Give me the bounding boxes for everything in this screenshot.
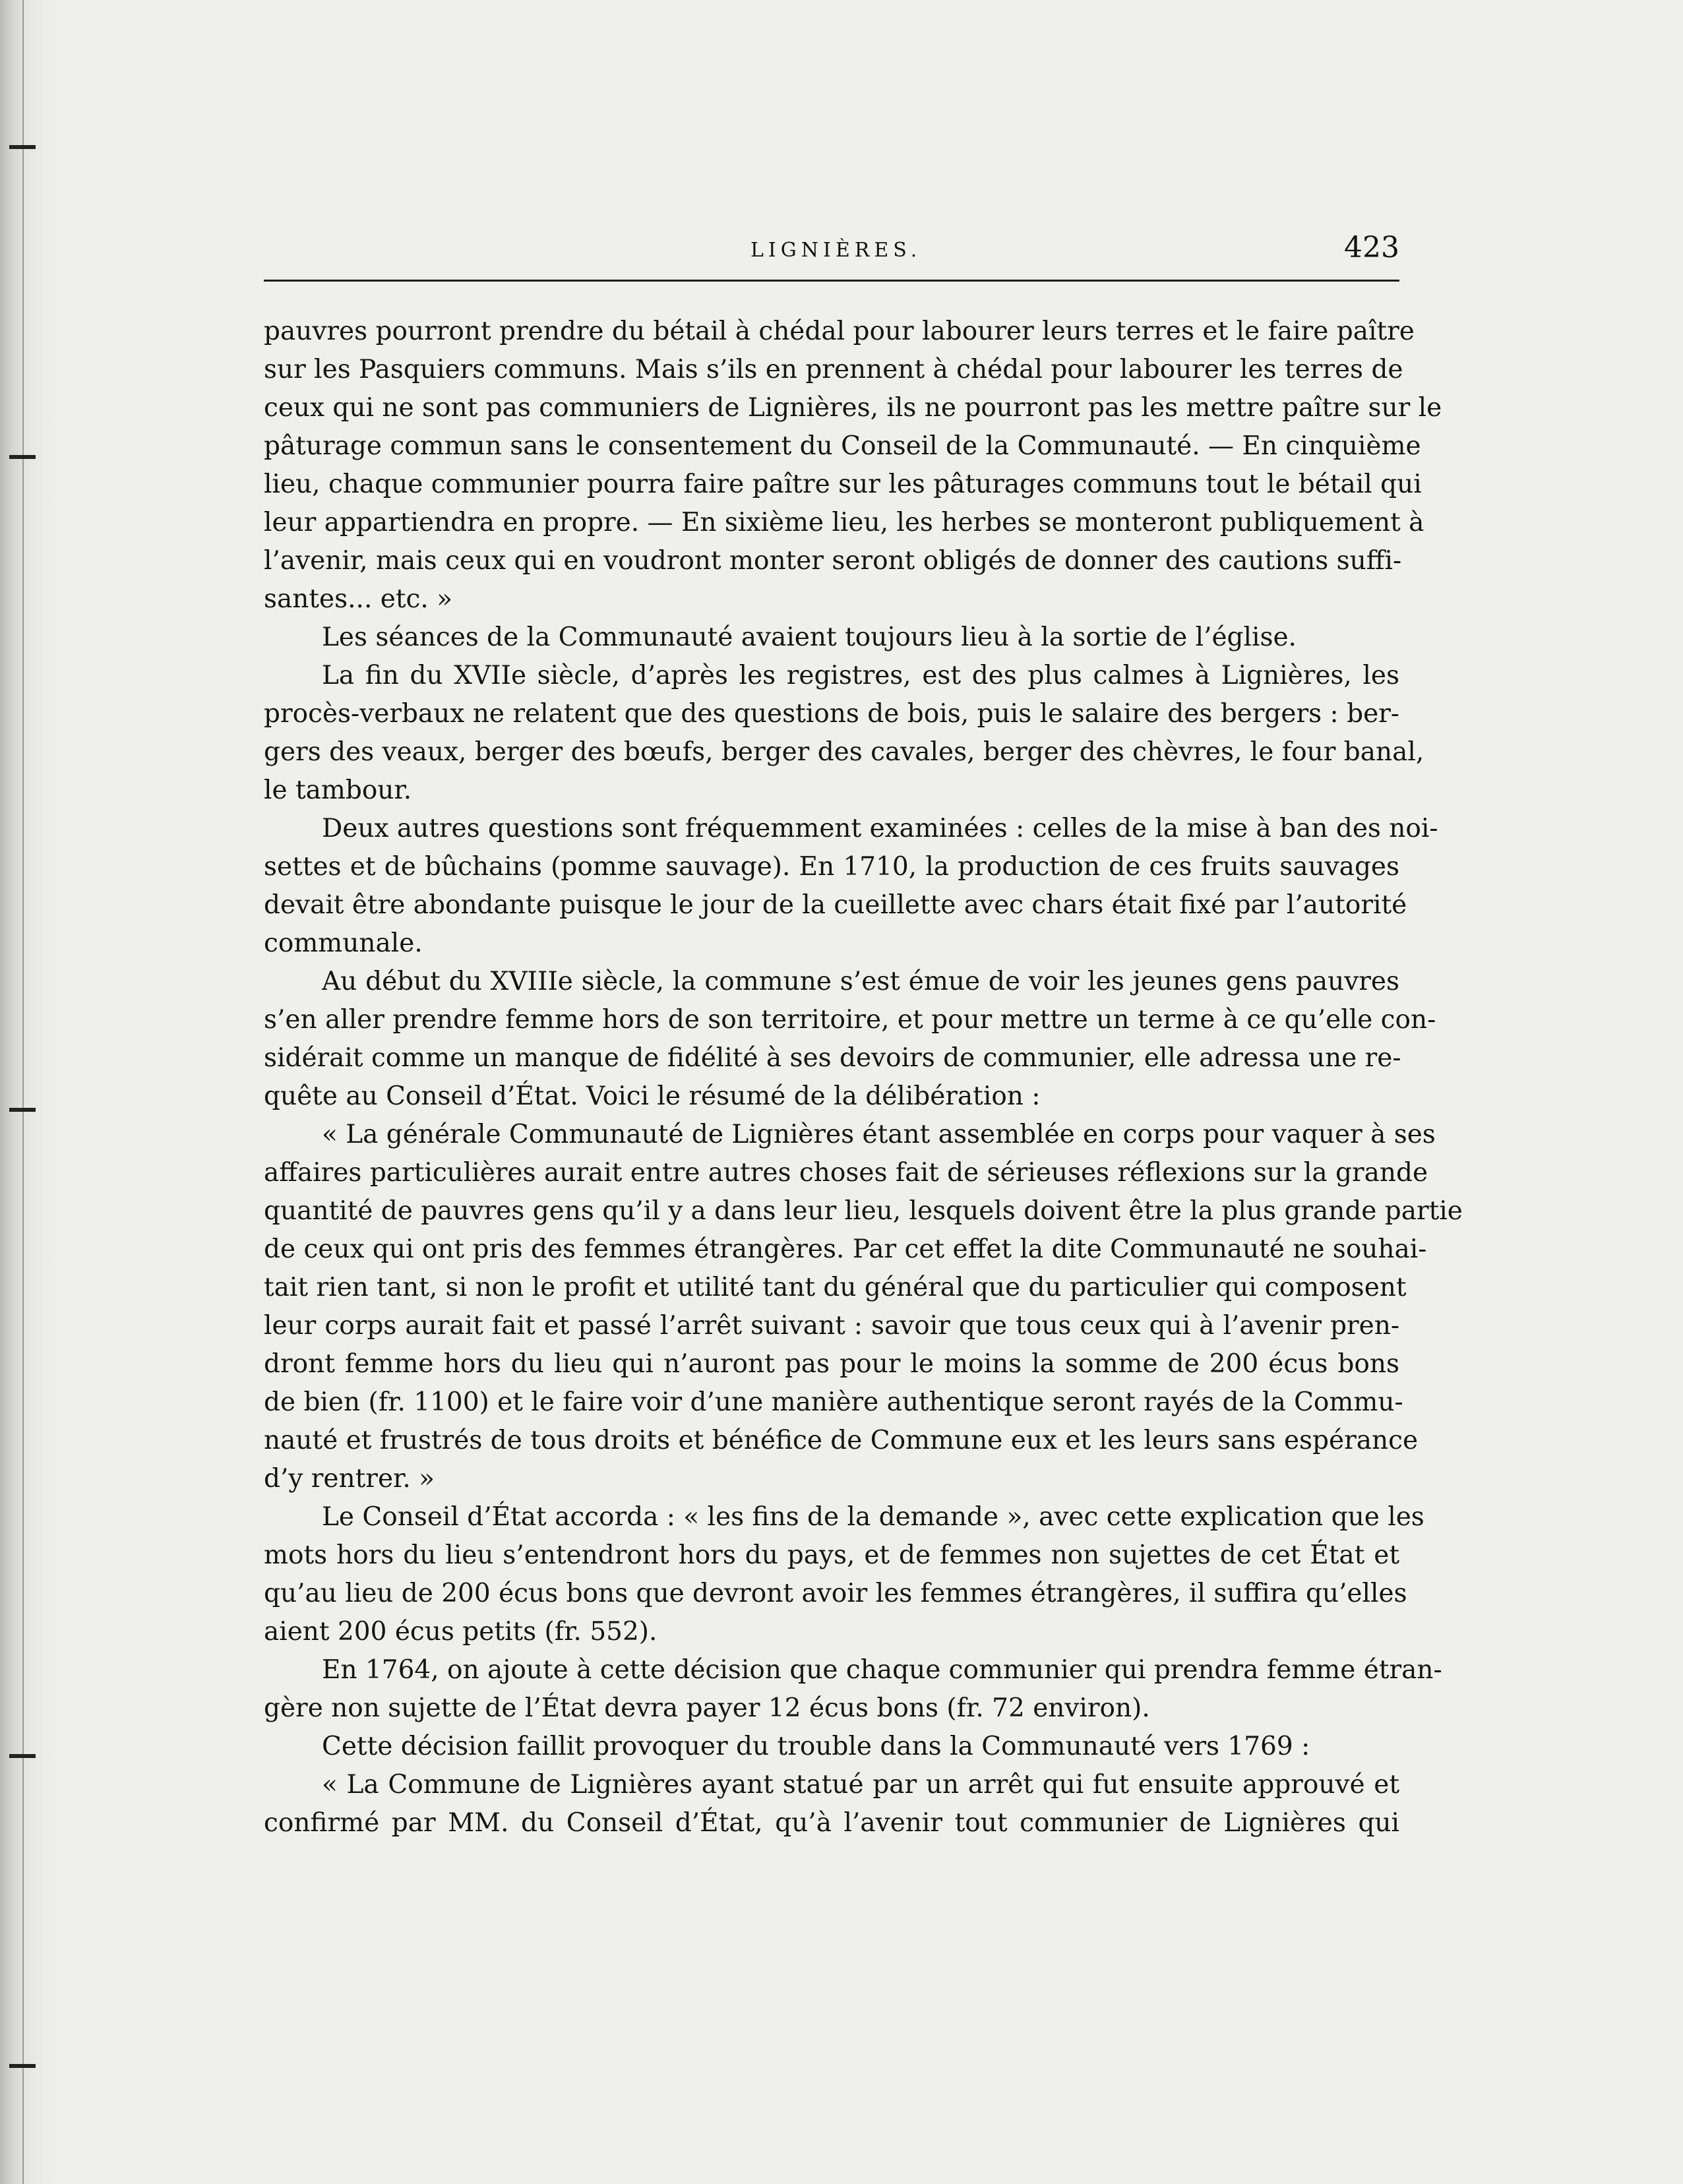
- text-line: gère non sujette de l’État devra payer 12 écus bons (fr. 72 environ).: [264, 1693, 1150, 1723]
- text-line: Au début du XVIIIe siècle, la commune s’est émue de voir les jeunes gens pauvres: [322, 967, 1399, 996]
- text-line: procès-verbaux ne relatent que des questions de bois, puis le salaire des bergers : ber-: [264, 699, 1399, 729]
- binding-mark: [9, 145, 36, 149]
- text-line: Cette décision faillit provoquer du trouble dans la Communauté vers 1769 :: [322, 1732, 1310, 1761]
- binding-mark: [9, 2064, 36, 2068]
- text-line: gers des veaux, berger des bœufs, berger des cavales, berger des chèvres, le four banal,: [264, 737, 1424, 767]
- binding-mark: [9, 455, 36, 459]
- text-line: santes... etc. »: [264, 584, 452, 614]
- text-line: La fin du XVIIe siècle, d’après les registres, est des plus calmes à Lignières, les: [322, 661, 1399, 690]
- text-line: de ceux qui ont pris des femmes étrangères. Par cet effet la dite Communauté ne souhai-: [264, 1234, 1427, 1264]
- text-line: Les séances de la Communauté avaient toujours lieu à la sortie de l’église.: [322, 622, 1297, 652]
- binding-mark: [9, 1108, 36, 1112]
- text-line: s’en aller prendre femme hors de son territoire, et pour mettre un terme à ce qu’elle con-: [264, 1005, 1436, 1035]
- text-line: confirmé par MM. du Conseil d’État, qu’à l’avenir tout communier de Lignières qui: [264, 1808, 1399, 1838]
- text-line: ceux qui ne sont pas communiers de Lignières, ils ne pourront pas les mettre paître sur le: [264, 393, 1442, 423]
- text-line: le tambour.: [264, 775, 412, 805]
- text-line: quête au Conseil d’État. Voici le résumé de la délibération :: [264, 1081, 1041, 1111]
- text-line: sur les Pasquiers communs. Mais s’ils en prennent à chédal pour labourer les terres de: [264, 355, 1403, 384]
- text-line: « La Commune de Lignières ayant statué par un arrêt qui fut ensuite approuvé et: [322, 1770, 1399, 1800]
- text-line: « La générale Communauté de Lignières étant assemblée en corps pour vaquer à ses: [322, 1120, 1436, 1149]
- text-line: mots hors du lieu s’entendront hors du pays, et de femmes non sujettes de cet État et: [264, 1540, 1399, 1570]
- text-line: tait rien tant, si non le profit et utilité tant du général que du particulier qui composent: [264, 1273, 1407, 1302]
- text-line: devait être abondante puisque le jour de la cueillette avec chars était fixé par l’autorité: [264, 890, 1407, 920]
- text-line: leur corps aurait fait et passé l’arrêt suivant : savoir que tous ceux qui à l’avenir pren-: [264, 1311, 1399, 1341]
- header-rule: [264, 280, 1399, 282]
- text-line: aient 200 écus petits (fr. 552).: [264, 1617, 658, 1647]
- text-line: qu’au lieu de 200 écus bons que devront avoir les femmes étrangères, il suffira qu’elles: [264, 1579, 1407, 1608]
- text-line: communale.: [264, 928, 423, 958]
- text-line: En 1764, on ajoute à cette décision que chaque communier qui prendra femme étran-: [322, 1655, 1442, 1685]
- text-line: settes et de bûchains (pomme sauvage). En 1710, la production de ces fruits sauvages: [264, 852, 1399, 882]
- running-head: LIGNIÈRES.: [750, 239, 922, 262]
- binding-mark: [9, 1754, 36, 1758]
- text-line: de bien (fr. 1100) et le faire voir d’une manière authentique seront rayés de la Commu-: [264, 1387, 1403, 1417]
- binding-gutter: [0, 0, 58, 2184]
- text-line: sidérait comme un manque de fidélité à ses devoirs de communier, elle adressa une re-: [264, 1043, 1401, 1073]
- page-number: 423: [1344, 231, 1399, 264]
- text-line: leur appartiendra en propre. — En sixième lieu, les herbes se monteront publiquement à: [264, 508, 1424, 537]
- text-line: Le Conseil d’État accorda : « les fins de la demande », avec cette explication que les: [322, 1502, 1424, 1532]
- text-line: d’y rentrer. »: [264, 1464, 435, 1494]
- gutter-edge-line: [22, 0, 24, 2184]
- text-line: pâturage commun sans le consentement du Conseil de la Communauté. — En cinquième: [264, 431, 1421, 461]
- text-line: pauvres pourront prendre du bétail à chédal pour labourer leurs terres et le faire paître: [264, 317, 1415, 346]
- text-line: affaires particulières aurait entre autres choses fait de sérieuses réflexions sur la grande: [264, 1158, 1428, 1188]
- text-line: nauté et frustrés de tous droits et bénéfice de Commune eux et les leurs sans espérance: [264, 1426, 1419, 1455]
- text-line: quantité de pauvres gens qu’il y a dans leur lieu, lesquels doivent être la plus grande partie: [264, 1196, 1463, 1226]
- text-line: l’avenir, mais ceux qui en voudront monter seront obligés de donner des cautions suffi-: [264, 546, 1402, 576]
- text-line: dront femme hors du lieu qui n’auront pas pour le moins la somme de 200 écus bons: [264, 1349, 1399, 1379]
- text-line: lieu, chaque communier pourra faire paître sur les pâturages communs tout le bétail qui: [264, 470, 1422, 499]
- body-text: [264, 313, 1463, 1842]
- text-line: Deux autres questions sont fréquemment examinées : celles de la mise à ban des noi-: [322, 814, 1438, 843]
